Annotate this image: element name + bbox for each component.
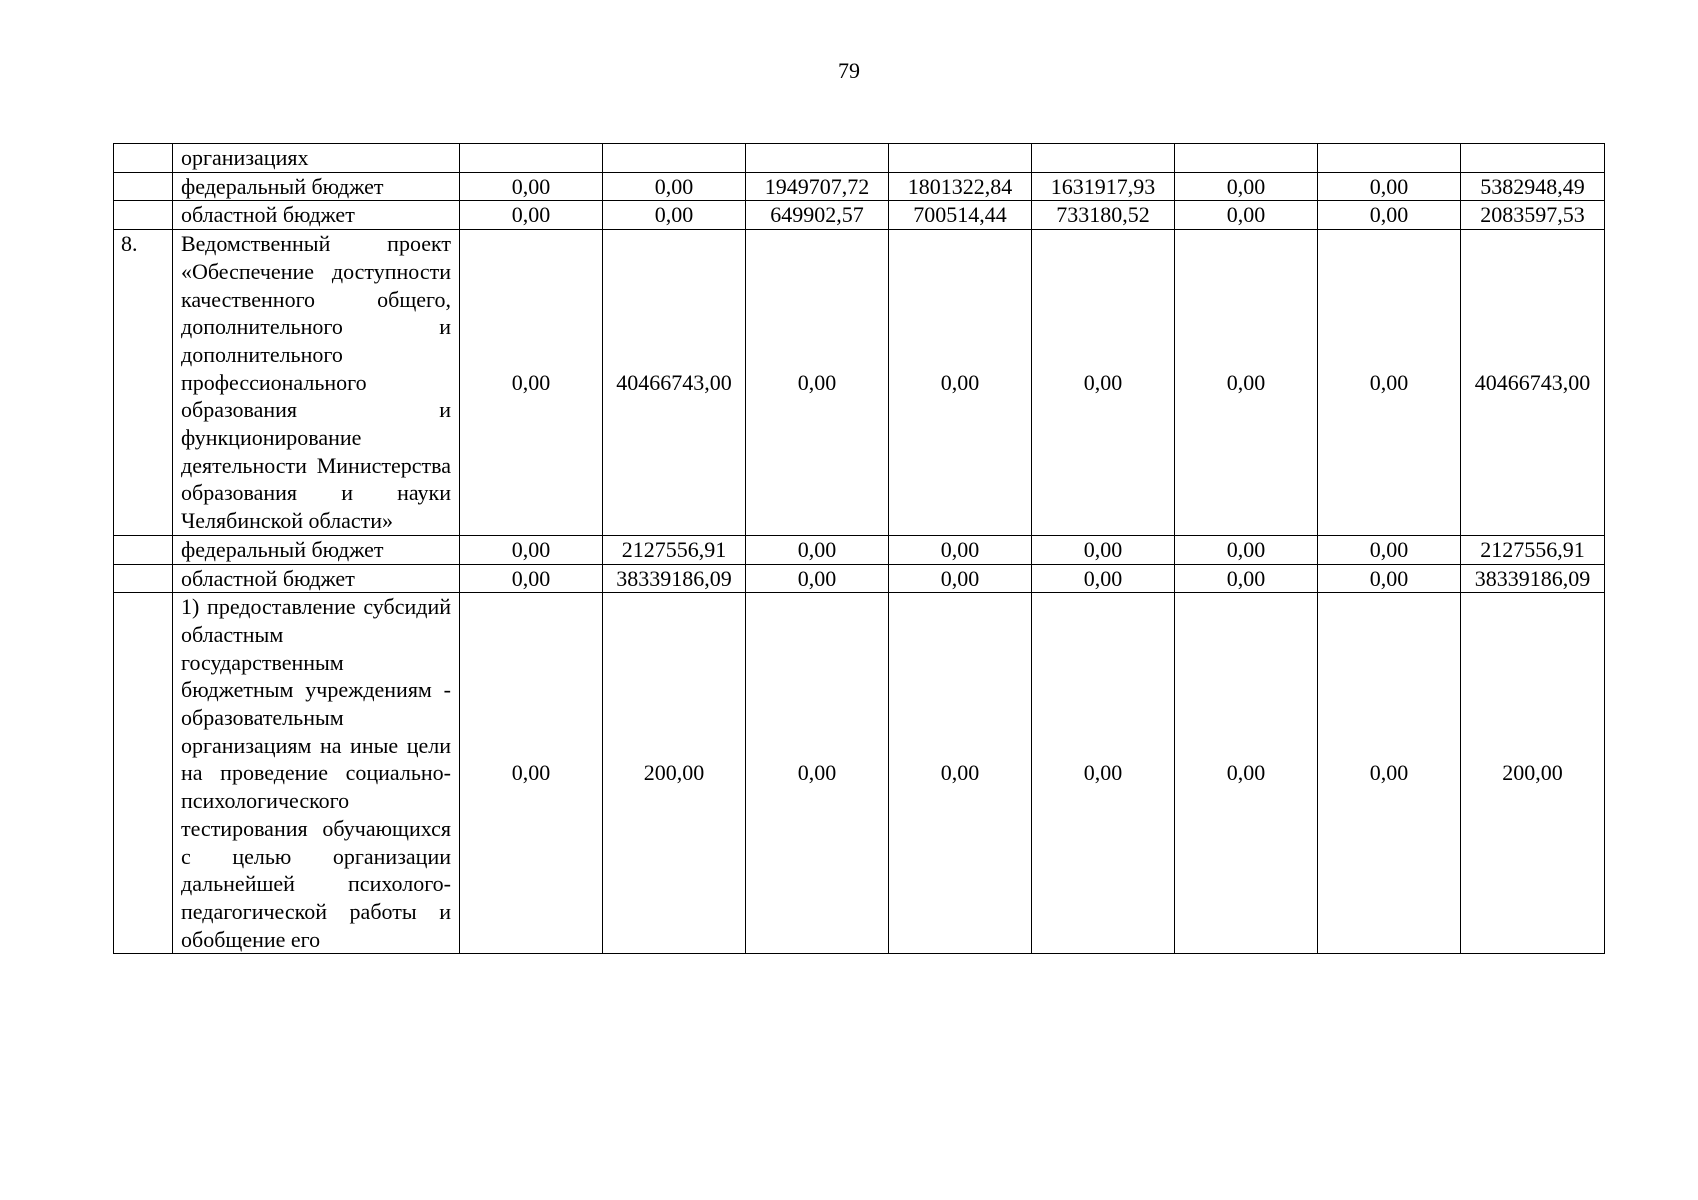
row-name-cell: 1) предоставление субсидий областным государственным бюджетным учреждениям - образовательным организациям на иные цели на проведение социально-психологического тестирования обучающихся с целью организации дальнейшей психолого-педагогической работы и обобщение его: [173, 593, 460, 954]
value-cell: 40466743,00: [603, 230, 746, 536]
table-row: [114, 172, 1605, 201]
value-cell: 0,00: [1175, 593, 1318, 954]
value-cell: 40466743,00: [1461, 230, 1605, 536]
value-cell: 0,00: [746, 593, 889, 954]
value-cell: 0,00: [1318, 593, 1461, 954]
value-cell: 38339186,09: [1461, 564, 1605, 593]
row-index-cell: [114, 593, 173, 954]
value-cell: 0,00: [460, 564, 603, 593]
value-cell: 2083597,53: [1461, 201, 1605, 230]
budget-table: [113, 143, 1605, 954]
value-cell: 0,00: [460, 201, 603, 230]
table-row: [114, 564, 1605, 593]
table-row: [114, 230, 1605, 536]
value-cell: 0,00: [1032, 535, 1175, 564]
value-cell: 0,00: [603, 201, 746, 230]
value-cell: 0,00: [1318, 230, 1461, 536]
value-cell: 38339186,09: [603, 564, 746, 593]
value-cell: 0,00: [1175, 564, 1318, 593]
value-cell: 0,00: [1318, 172, 1461, 201]
table-row: [114, 535, 1605, 564]
row-index-cell: [114, 201, 173, 230]
value-cell: 0,00: [746, 564, 889, 593]
value-cell: [603, 144, 746, 173]
value-cell: 200,00: [1461, 593, 1605, 954]
value-cell: [746, 144, 889, 173]
value-cell: 200,00: [603, 593, 746, 954]
value-cell: [460, 144, 603, 173]
value-cell: 1949707,72: [746, 172, 889, 201]
value-cell: 0,00: [603, 172, 746, 201]
value-cell: 0,00: [1175, 535, 1318, 564]
row-name-cell: Ведомственный проект «Обеспечение доступности качественного общего, дополнительного и дополнительного профессионального образования и функционирование деятельности Министерства образования и науки Челябинской области»: [173, 230, 460, 536]
value-cell: 0,00: [1318, 535, 1461, 564]
row-name-cell: федеральный бюджет: [173, 535, 460, 564]
value-cell: [1318, 144, 1461, 173]
row-index-cell: 8.: [114, 230, 173, 536]
value-cell: 2127556,91: [1461, 535, 1605, 564]
value-cell: 733180,52: [1032, 201, 1175, 230]
value-cell: 0,00: [1032, 564, 1175, 593]
value-cell: 0,00: [889, 535, 1032, 564]
value-cell: [1175, 144, 1318, 173]
value-cell: 700514,44: [889, 201, 1032, 230]
table-row: [114, 201, 1605, 230]
row-name-cell: организациях: [173, 144, 460, 173]
value-cell: 0,00: [460, 593, 603, 954]
value-cell: 0,00: [1318, 201, 1461, 230]
row-index-cell: [114, 535, 173, 564]
value-cell: 0,00: [460, 172, 603, 201]
value-cell: 5382948,49: [1461, 172, 1605, 201]
value-cell: 0,00: [1032, 593, 1175, 954]
value-cell: 0,00: [889, 593, 1032, 954]
value-cell: 1801322,84: [889, 172, 1032, 201]
value-cell: 649902,57: [746, 201, 889, 230]
value-cell: 0,00: [746, 230, 889, 536]
row-index-cell: [114, 144, 173, 173]
value-cell: 1631917,93: [1032, 172, 1175, 201]
value-cell: 0,00: [1032, 230, 1175, 536]
value-cell: [1032, 144, 1175, 173]
row-name-cell: областной бюджет: [173, 201, 460, 230]
value-cell: 0,00: [746, 535, 889, 564]
row-index-cell: [114, 564, 173, 593]
value-cell: [889, 144, 1032, 173]
value-cell: 0,00: [1175, 172, 1318, 201]
value-cell: [1461, 144, 1605, 173]
table-row: [114, 593, 1605, 954]
row-name-cell: федеральный бюджет: [173, 172, 460, 201]
value-cell: 0,00: [1175, 201, 1318, 230]
table-row: [114, 144, 1605, 173]
value-cell: 0,00: [889, 230, 1032, 536]
value-cell: 0,00: [1175, 230, 1318, 536]
row-index-cell: [114, 172, 173, 201]
value-cell: 0,00: [889, 564, 1032, 593]
value-cell: 0,00: [460, 230, 603, 536]
value-cell: 2127556,91: [603, 535, 746, 564]
value-cell: 0,00: [1318, 564, 1461, 593]
value-cell: 0,00: [460, 535, 603, 564]
page-number: 79: [838, 58, 860, 83]
row-name-cell: областной бюджет: [173, 564, 460, 593]
